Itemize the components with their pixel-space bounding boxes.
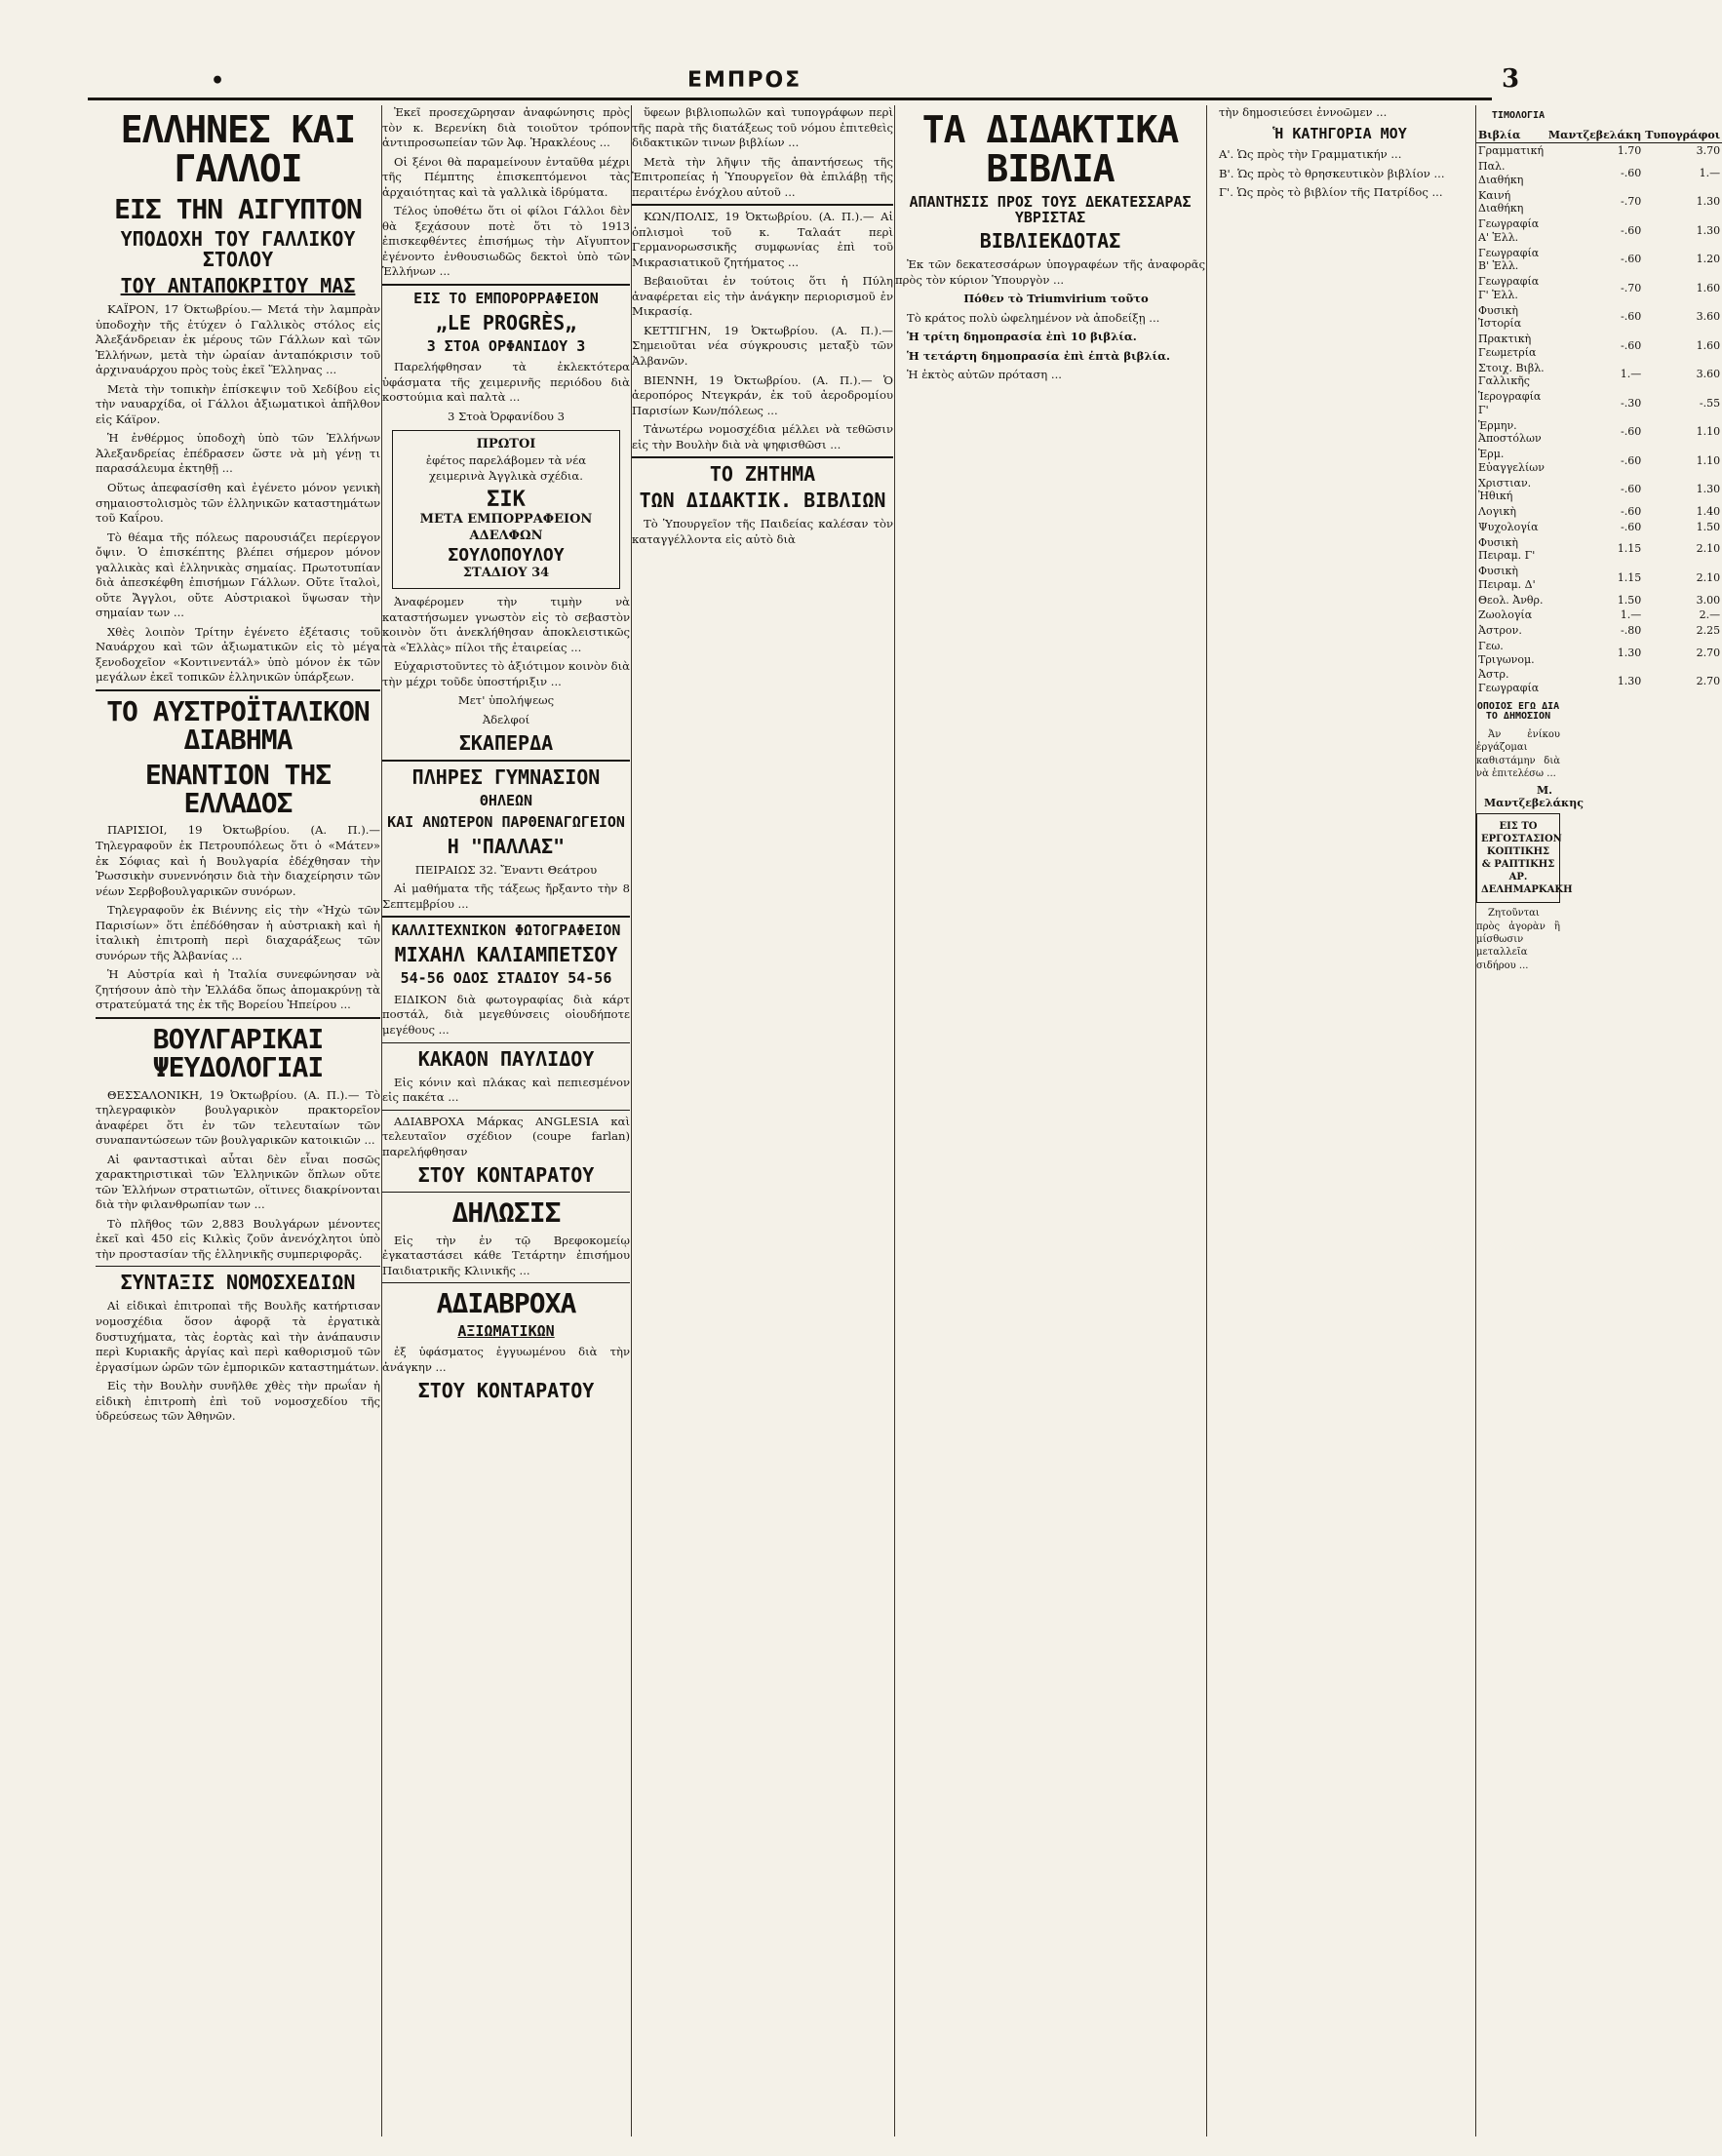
ad-address: 3 Στοὰ Ὀρφανίδου 3	[447, 409, 566, 423]
table-cell: 1.60	[1696, 338, 1721, 352]
table-cell: Ἀστρ. Γεωγραφία	[1478, 668, 1540, 694]
headline: ΣΥΝΤΑΞΙΣ ΝΟΜΟΣΧΕΔΙΩΝ	[120, 1271, 356, 1295]
subheadline: ΥΠΟΔΟΧΗ ΤΟΥ ΓΑΛΛΙΚΟΥ ΣΤΟΛΟΥ	[120, 227, 356, 272]
masthead	[0, 0, 1560, 94]
ad-brand: ΜΕΤΑ ΕΜΠΟΡΡΑΦΕΙΟΝ	[419, 512, 593, 528]
table-cell: 1.15	[1617, 542, 1642, 556]
newspaper-title: ΕΜΠΡΟΣ	[687, 68, 802, 93]
article-paragraph: Τὸ Ὑπουργεῖον τῆς Παιδείας καλέσαν τὸν καταγγέλλοντα εἰς αὐτὸ διὰ	[632, 517, 893, 546]
ad-text: ἐφέτος παρελάβομεν τὰ νέα χειμερινὰ Ἀγγλικὰ σχέδια.	[425, 453, 587, 483]
article-paragraph: ΚΑΪΡΟΝ, 17 Όκτωβρίου.— Μετά τὴν λαμπρὰν ὑποδοχὴν τῆς ἐτύχεν ὁ Γαλλικὸς στόλος εἰς Ἀλεξάνδρειαν ἐκ μέρους τῶν Γάλλων καὶ τῶν Ἑλλήνων, μετὰ τὴν ὡραίαν ἀνταπόκρισιν τοῦ ἀρχιναυάρχου πρὸς τοὺς ἐκεῖ Ἕλληνας ...	[96, 302, 380, 377]
table-cell: 1.30	[1617, 646, 1642, 659]
table-cell: 1.20	[1696, 253, 1721, 266]
table-cell: Φυσικὴ Πειραμ. Δ'	[1478, 565, 1536, 591]
table-row	[1476, 246, 1722, 275]
signature: Μ. Μαντζεβελάκης	[1484, 784, 1584, 810]
article-paragraph: ΒΙΕΝΝΗ, 19 Ὀκτωβρίου. (Α. Π.).— Ὁ ἀεροπόρος Ντεγκράν, ἐκ τοῦ ἀεροδρομίου Παρισίων Κων/πόλεως ...	[632, 372, 893, 417]
table-cell: -.30	[1621, 396, 1642, 410]
table-cell: -.60	[1621, 223, 1642, 237]
table-header-cell: Μαντζεβελάκη	[1546, 128, 1643, 143]
table-cell: 2.10	[1696, 542, 1721, 556]
ad-headline: ΔΗΛΩΣΙΣ	[451, 1196, 561, 1230]
table-cell: Γεωγραφία Β' Ἑλλ.	[1478, 246, 1540, 273]
article-paragraph: Ἡ Αὐστρία καὶ ἡ Ἰταλία συνεφώνησαν νὰ ζητήσουν ἀπὸ τὴν Ἑλλάδα ὅπως ἀπομακρύνῃ τὰ στρατεύματά της ἐκ τῆς Βορείου Ἠπείρου ...	[96, 967, 380, 1012]
headline: ΤΟ ΖΗΤΗΜΑ	[709, 462, 816, 487]
table-cell: -.55	[1699, 396, 1721, 410]
table-cell: 1.70	[1617, 144, 1642, 158]
table-row	[1476, 216, 1722, 246]
table-cell: 2.10	[1696, 570, 1721, 584]
headline: ΤΑ ΔΙΔΑΚΤΙΚΑ ΒΙΒΛΙΑ	[921, 108, 1179, 190]
table-cell: 1.—	[1699, 166, 1721, 179]
article-paragraph: Χθὲς λοιπὸν Τρίτην ἐγένετο ἐξέτασις τοῦ Ναυάρχου καὶ τῶν ἀξιωματικῶν εἰς τὸ μέγα ξενοδοχεῖον «Κοντινεντάλ» ὑπὸ μόνον ἐκ τῶν μεγάλων ἐκεῖ τοπικῶν ἑλληνικῶν ὑπάρξεων.	[96, 624, 380, 685]
table-cell: Πρακτικὴ Γεωμετρία	[1478, 333, 1537, 359]
column-5	[1207, 105, 1474, 2136]
table-row	[1476, 447, 1722, 476]
table-row	[1476, 593, 1722, 608]
article-paragraph: ΠΑΡΙΣΙΟΙ, 19 Ὀκτωβρίου. (Α. Π.).— Τηλεγραφοῦν ἐκ Πετρουπόλεως ὅτι ὁ «Μάτεν» ἐκ Σόφιας καὶ ἡ Βουλγαρία ἐδέχθησαν τὴν Ῥωσσικὴν συνεννόησιν διὰ τὴν διαχείρησιν τῶν νέων Σερβοβουλγαρικῶν συνόρων.	[96, 823, 380, 898]
article-paragraph: Αἱ φανταστικαὶ αὗται δὲν εἶναι ποσῶς χαρακτηριστικαὶ τῶν Ἑλληνικῶν ὅπλων οὔτε τῶν Ἑλλήνων στρατιωτῶν, οἵτινες διακρίνονται διὰ τὴν φιλανθρωπίαν των ...	[96, 1152, 380, 1212]
table-cell: 1.—	[1620, 368, 1642, 381]
advertisement-box	[392, 430, 620, 589]
ad-headline: ΑΞΙΩΜΑΤΙΚΩΝ	[457, 1321, 555, 1340]
article-paragraph: Β'. Ὡς πρὸς τὸ θρησκευτικὸν βιβλίον ...	[1219, 166, 1445, 180]
article-paragraph: Οὕτως ἀπεφασίσθη καὶ ἐγένετο μόνον γενικὴ σημαιοστολισμὸς τῶν ἑλληνικῶν καταστημάτων τοῦ Καΐρου.	[96, 481, 380, 526]
subheadline: ΑΠΑΝΤΗΣΙΣ ΠΡΟΣ ΤΟΥΣ ΔΕΚΑΤΕΣΣΑΡΑΣ ΥΒΡΙΣΤΑΣ	[909, 192, 1192, 226]
article-paragraph: ΘΕΣΣΑΛΟΝΙΚΗ, 19 Ὀκτωβρίου. (Α. Π.).— Τὸ τηλεγραφικὸν βουλγαρικὸν πρακτορεῖον ἀναφέρει ὅτι ἐν τῶν τελευταίων τῶν συναπαντώσεων τῶν βουλγαρικῶν κατοικιῶν ...	[96, 1087, 380, 1148]
section-heading: Πόθεν τὸ Triumvirium τοῦτο	[963, 292, 1149, 306]
headline: ΕΙΣ ΤΗΝ ΑΙΓΥΠΤΟΝ	[114, 192, 362, 225]
byline: ΤΟΥ ΑΝΤΑΠΟΚΡΙΤΟΥ ΜΑΣ	[120, 274, 356, 298]
section-rule	[382, 1282, 630, 1283]
table-row	[1476, 188, 1722, 217]
article-paragraph: Γ'. Ὡς πρὸς τὸ βιβλίον τῆς Πατρίδος ...	[1219, 185, 1443, 200]
column-4	[895, 105, 1205, 2136]
table-cell: -.60	[1621, 425, 1642, 439]
table-cell: Γεωγραφία Α' Ἑλλ.	[1478, 217, 1540, 244]
article-paragraph: Ἀν ἐνίκου ἐργάζομαι καθιστάμην διὰ νὰ ἐπιτελέσω ...	[1476, 728, 1560, 779]
article-paragraph: Μετὰ τὴν λῆψιν τῆς ἀπαντήσεως τῆς Ἐπιτροπείας ἡ Ὑπουργεῖον θὰ ἐπιλάβῃ τῆς περαιτέρω ἐνόχλου αὐτοῦ ...	[632, 154, 893, 199]
article-paragraph: Αἱ εἰδικαὶ ἐπιτροπαὶ τῆς Βουλῆς κατήρτισαν νομοσχέδια ὅσον ἀφορᾷ τὰ ἐργατικὰ δυστυχήματα, τὰς ἑορτὰς καὶ τὴν ἀνάπαυσιν περὶ Κυριακῆς ἀργίας καὶ περὶ καθορισμοῦ τῶν ἐργασίμων ὡρῶν τῶν ἐμπορικῶν καταστημάτων.	[96, 1299, 380, 1374]
article-paragraph: Ἐκ τῶν δεκατεσσάρων ὑπογραφέων τῆς ἀναφορᾶς πρὸς τὸν κύριον Ὑπουργὸν ...	[895, 257, 1205, 287]
table-cell: -.60	[1621, 505, 1642, 518]
table-row	[1476, 667, 1722, 696]
article-paragraph: ΚΕΤΤΙΓΗΝ, 19 Ὀκτωβρίου. (Α. Π.).— Σημειοῦται νέα σύγκρουσις μεταξὺ τῶν Ἀλβανῶν.	[632, 323, 893, 368]
ad-text: ΑΔΙΑΒΡΟΧΑ Μάρκας ANGLESIA καὶ τελευταῖον σχέδιον (coupe farlan) παρελήφθησαν	[382, 1114, 630, 1158]
headline: ΕΝΑΝΤΙΟΝ ΤΗΣ ΕΛΛΑΔΟΣ	[144, 758, 332, 820]
section-rule	[96, 1266, 380, 1267]
article-paragraph: Ἀναφέρομεν τὴν τιμὴν νὰ καταστήσωμεν γνωστὸν εἰς τὸ σεβαστὸν κοινὸν ὅτι ἀνεκλήθησαν ἀποκλειστικῶς τὰ «Ἑλλὰς» πίλοι τῆς ἐταιρείας ...	[382, 595, 630, 654]
article-paragraph: Ἡ ἐνθέρμος ὑποδοχὴ ὑπὸ τῶν Ἑλλήνων Ἀλεξανδρείας ἐπέδρασεν ὥστε νὰ μὴ γένῃ τι παρασάλευμα ἐκτηθῇ ...	[96, 431, 380, 476]
ad-address: ΣΤΑΔΙΟΥ 34	[462, 566, 550, 581]
table-cell: -.60	[1621, 253, 1642, 266]
table-row	[1476, 274, 1722, 303]
ad-text: Ζητοῦνται πρὸς ἀγορὰν ἢ μίσθωσιν μεταλλεῖα σιδήρου ...	[1476, 908, 1560, 971]
article-paragraph: Τέλος ὑποθέτω ὅτι οἱ φίλοι Γάλλοι δὲν θὰ ξεχάσουν ποτὲ ὅτι τὸ 1913 ἐπισκεφθέντες ἐπισήμως τὴν Αἴγυπτον ἐγένοντο ἐνθουσιωδῶς δεκτοὶ ὑπὸ τῶν Ἑλλήνων ...	[382, 204, 630, 279]
article-paragraph: Τὸ θέαμα τῆς πόλεως παρουσιάζει περίεργον ὄψιν. Ὁ ἐπισκέπτης βλέπει σήμερον μόνον γαλλικὰς καὶ ἑλληνικὰς σημαίας. Πρωτοτυπίαν διὰ ἀπεσκέφθη ἐπισήμων Γάλλων. Οὔτε ἴταλοὶ, οὔτε Ἄγγλοι, οὔτε Αὐστριακοὶ ὕψωσαν τὴν σημαίαν των ...	[96, 529, 380, 620]
article-paragraph: Α'. Ὡς πρὸς τὴν Γραμματικήν ...	[1219, 147, 1402, 162]
headline: ΕΛΛΗΝΕΣ ΚΑΙ ΓΑΛΛΟΙ	[120, 108, 356, 190]
table-row	[1476, 159, 1722, 188]
table-title: ΤΙΜΟΛΟΓΙΑ	[1491, 110, 1546, 121]
section-rule	[382, 1042, 630, 1043]
table-row	[1476, 608, 1722, 623]
table-cell: Ψυχολογία	[1478, 520, 1539, 533]
article-paragraph: Τηλεγραφοῦν ἐκ Βιέννης εἰς τὴν «Ἠχὼ τῶν Παρισίων» ὅτι ἐπέδόθησαν ἡ αὐστριακὴ καὶ ἡ ἰταλικὴ ἐπιτροπὴ περὶ διαχαράξεως τῶν συνόρων τῆς Ἀλβανίας ...	[96, 903, 380, 962]
table-cell: 1.40	[1696, 505, 1721, 518]
signature-label: Ἀδελφοί	[482, 712, 530, 726]
table-cell: 2.25	[1696, 624, 1721, 637]
table-cell: 3.60	[1696, 310, 1721, 324]
ad-headline: ΠΛΗΡΕΣ ΓΥΜΝΑΣΙΟΝ	[411, 765, 601, 790]
table-cell: -.60	[1621, 520, 1642, 533]
table-row	[1476, 418, 1722, 448]
table-row	[1476, 303, 1722, 333]
table-row	[1476, 504, 1722, 520]
article-paragraph: Τὸ πλῆθος τῶν 2,883 Βουλγάρων μένοντες ἐκεῖ καὶ 450 εἰς Κιλκὶς ζοῦν ἀνενόχλητοι ὑπὸ τὴν προστασίαν τῆς ἑλληνικῆς συμπεριφορᾶς.	[96, 1216, 380, 1261]
table-cell: Γεωγραφία Γ' Ἑλλ.	[1478, 275, 1540, 301]
table-cell: Χριστιαν. Ἠθική	[1478, 476, 1532, 503]
table-row	[1476, 361, 1722, 390]
ad-text: ΕΙΔΙΚΟΝ διὰ φωτογραφίας διὰ κάρτ ποστάλ, διὰ μεγεθύνσεις οἱουδήποτε μεγέθους ...	[382, 992, 630, 1037]
ad-headline: ΣΤΟΥ ΚΟΝΤΑΡΑΤΟΥ	[417, 1163, 595, 1188]
table-row	[1476, 332, 1722, 361]
ad-brand: ΣΙΚ	[487, 488, 526, 513]
table-cell: 2.—	[1699, 608, 1721, 622]
table-cell: 1.50	[1696, 520, 1721, 533]
signature: ΣΚΑΠΕΡΔΑ	[458, 731, 554, 756]
table-row	[1476, 564, 1722, 593]
table-cell: -.60	[1621, 483, 1642, 496]
table-cell: -.60	[1621, 310, 1642, 324]
section-rule	[382, 916, 630, 918]
table-cell: Θεολ. Ἀνθρ.	[1478, 593, 1544, 607]
article-paragraph: ὕφεων βιβλιοπωλῶν καὶ τυπογράφων περὶ τῆς παρὰ τῆς διατάξεως τοῦ νόμου ἐπιτεθεὶς διδακτικῶν τινων βιβλίων ...	[632, 105, 893, 150]
article-paragraph: Τὸ κράτος πολὺ ὠφελημένον νὰ ἀποδείξῃ ...	[907, 310, 1160, 325]
section-heading: ΟΠΟΙΟΣ ΕΓΩ ΔΙΑ ΤΟ ΔΗΜΟΣΙΟΝ	[1476, 700, 1560, 723]
article-paragraph: Βεβαιοῦται ἐν τούτοις ὅτι ἡ Πύλη ἀναφέρεται εἰς τὴν ἀνάγκην περιορισμοῦ ἐν Μικρασίᾳ.	[632, 274, 893, 319]
ad-brand: ΣΟΥΛΟΠΟΥΛΟΥ	[448, 545, 565, 567]
column-6	[1476, 105, 1721, 2136]
article-paragraph: Ἡ ἐκτὸς αὐτῶν πρόταση ...	[907, 368, 1062, 382]
table-cell: Παλ. Διαθήκη	[1478, 160, 1524, 186]
article-paragraph: τὴν δημοσιεύσει ἐννοῶμεν ...	[1219, 105, 1388, 119]
table-header-row	[1476, 128, 1722, 143]
table-cell: -.60	[1621, 338, 1642, 352]
signature-label: Μετ' ὑπολήψεως	[457, 693, 555, 708]
ad-headline: Η "ΠΑΛΛΑΣ"	[447, 834, 566, 858]
section-heading: Ἡ τρίτη δημοπρασία ἐπὶ 10 βιβλία.	[907, 330, 1137, 344]
table-row	[1476, 639, 1722, 668]
masthead-mark: •	[211, 68, 225, 94]
table-cell: Ἑρμ. Εὐαγγελίων	[1478, 448, 1545, 474]
ad-headline: ΚΟΠΤΙΚΗΣ & ΡΑΠΤΙΚΗΣ	[1481, 846, 1555, 871]
column-2	[382, 105, 630, 2136]
table-cell: Ἀστρον.	[1478, 624, 1522, 637]
section-heading: Ἡ ΚΑΤΗΓΟΡΙΑ ΜΟΥ	[1274, 124, 1407, 142]
section-rule	[382, 1192, 630, 1193]
ad-address: 54-56 ΟΔΟΣ ΣΤΑΔΙΟΥ 54-56	[400, 969, 612, 988]
ad-headline: ΚΑΙ ΑΝΩΤΕΡΟΝ ΠΑΡΘΕΝΑΓΩΓΕΙΟΝ	[387, 813, 625, 832]
table-row	[1476, 143, 1722, 159]
table-cell: Γεω. Τριγωνομ.	[1478, 639, 1535, 666]
section-rule	[382, 760, 630, 762]
table-cell: 1.30	[1696, 483, 1721, 496]
table-cell: Καινή Διαθήκη	[1478, 188, 1524, 216]
ad-address: ΠΕΙΡΑΙΩΣ 32. Ἔναντι Θεάτρου	[414, 862, 598, 877]
table-cell: 3.70	[1696, 144, 1721, 158]
table-cell: Ζωολογία	[1478, 608, 1533, 622]
ad-headline: ΚΑΚΑΟΝ ΠΑΥΛΙΔΟΥ	[417, 1046, 595, 1071]
table-header-cell: Βιβλία	[1476, 128, 1546, 143]
table-cell: 1.10	[1696, 453, 1721, 467]
table-cell: 1.—	[1620, 608, 1642, 622]
headline: ΒΟΥΛΓΑΡΙΚΑΙ ΨΕΥΔΟΛΟΓΙΑΙ	[152, 1022, 324, 1084]
table-cell: Στοιχ. Βιβλ. Γαλλικῆς	[1478, 361, 1545, 388]
ad-headline: ΑΡ. ΔΕΛΗΜΑΡΚΑΚΗ	[1481, 872, 1573, 896]
table-cell: 2.70	[1696, 675, 1721, 688]
table-cell: -.80	[1621, 624, 1642, 637]
ad-headline: ΣΤΟΥ ΚΟΝΤΑΡΑΤΟΥ	[417, 1379, 595, 1403]
article-paragraph: Εὐχαριστοῦντες τὸ ἀξιότιμον κοινὸν διὰ τὴν μέχρι τοῦδε ὑποστήριξιν ...	[382, 659, 630, 688]
table-cell: Ἑρμην. Ἀποστόλων	[1478, 418, 1542, 446]
subheadline: ΒΙΒΛΙΕΚΔΟΤΑΣ	[979, 229, 1121, 254]
column-1	[96, 105, 380, 2136]
masthead-rule	[88, 98, 1492, 100]
table-cell: 1.15	[1617, 570, 1642, 584]
table-row	[1476, 535, 1722, 565]
ad-headline: ΕΙΣ ΤΟ ΕΜΠΟΡΟΡΡΑΦΕΙΟΝ	[413, 289, 599, 307]
table-row	[1476, 520, 1722, 535]
table-cell: Φυσικὴ Ἰστορία	[1478, 303, 1522, 331]
ad-headline: „LE PROGRÈS„	[435, 310, 577, 334]
ad-title: ΠΡΩΤΟΙ	[476, 437, 536, 452]
article-paragraph: Μετὰ τὴν τοπικὴν ἐπίσκεψιν τοῦ Χεδίβου εἰς τὴν ναυαρχίδα, οἱ Γάλλοι ἀξιωματικοὶ ἀπῆλθον εἰς Κάϊρον.	[96, 381, 380, 426]
article-paragraph: Τἀνωτέρω νομοσχέδια μέλλει νὰ τεθῶσιν εἰς τὴν Βουλὴν διὰ νὰ ψηφισθῶσι ...	[632, 422, 893, 451]
section-rule	[96, 689, 380, 691]
ad-address: 3 ΣΤΟΑ ΟΡΦΑΝΙΔΟΥ 3	[426, 336, 586, 355]
table-cell: 2.70	[1696, 646, 1721, 659]
table-cell: 1.30	[1696, 223, 1721, 237]
ad-text: Αἱ μαθήματα τῆς τάξεως ἤρξαντο τὴν 8 Σεπτεμβρίου ...	[382, 882, 630, 911]
section-rule	[632, 456, 893, 458]
table-cell: 1.30	[1696, 195, 1721, 209]
section-rule	[382, 1110, 630, 1111]
table-cell: 1.30	[1617, 675, 1642, 688]
table-cell: 1.10	[1696, 425, 1721, 439]
ad-headline: ΜΙΧΑΗΛ ΚΑΛΙΑΜΠΕΤΣΟΥ	[394, 943, 618, 967]
price-table	[1476, 128, 1722, 696]
table-row	[1476, 389, 1722, 418]
ad-headline: ΕΙΣ ΤΟ ΕΡΓΟΣΤΑΣΙΟΝ	[1481, 821, 1562, 845]
column-3	[632, 105, 893, 2136]
table-cell: 3.00	[1696, 593, 1721, 607]
headline: ΤΟ ΑΥΣΤΡΟΪΤΑΛΙΚΟΝ ΔΙΑΒΗΜΑ	[106, 694, 370, 757]
table-cell: Φυσικὴ Πειραμ. Γ'	[1478, 535, 1536, 563]
table-cell: -.70	[1621, 281, 1642, 294]
table-row	[1476, 476, 1722, 505]
table-cell: 1.60	[1696, 281, 1721, 294]
page-number: 3	[1502, 64, 1520, 94]
advertisement-box	[1476, 813, 1573, 903]
table-cell: Λογικὴ	[1478, 505, 1516, 518]
article-paragraph: Οἱ ξένοι θὰ παραμείνουν ἐνταῦθα μέχρι τῆς Πέμπτης ἐπισκεπτόμενοι τὰς ἀρχαιότητας καὶ τὰ γαλλικὰ ἱδρύματα.	[382, 154, 630, 199]
table-cell: 1.50	[1617, 593, 1642, 607]
ad-headline: ΑΔΙΑΒΡΟΧΑ	[436, 1287, 576, 1320]
ad-text: ἐξ ὑφάσματος ἐγγυωμένου διὰ τὴν ἀνάγκην ...	[382, 1345, 630, 1374]
table-cell: 3.60	[1696, 368, 1721, 381]
ad-headline: ΚΑΛΛΙΤΕΧΝΙΚΟΝ ΦΩΤΟΓΡΑΦΕΙΟΝ	[391, 921, 621, 940]
ad-brand: ΑΔΕΛΦΩΝ	[469, 529, 543, 544]
section-rule	[96, 1017, 380, 1019]
section-rule	[632, 204, 893, 206]
ad-text: Παρελήφθησαν τὰ ἐκλεκτότερα ὑφάσματα τῆς χειμερινῆς περιόδου διὰ κοστούμια καὶ παλτὰ ...	[382, 360, 630, 405]
article-paragraph: Ἐκεῖ προσεχῶρησαν ἀναφώνησις πρὸς τὸν κ. Βερενίκη διὰ τοιοῦτον τρόπον ἀντιπροσωπείαν τῶν Ἀφ. Ἡρακλέους ...	[382, 105, 630, 150]
article-paragraph: ΚΩΝ/ΠΟΛΙΣ, 19 Ὀκτωβρίου. (Α. Π.).— Αἱ ὁπλισμοὶ τοῦ κ. Ταλαάτ περὶ Γερμανορωσσικῆς συμφωνίας ἐπὶ τοῦ Μικρασιατικοῦ ζητήματος ...	[632, 210, 893, 269]
article-paragraph: Εἰς τὴν Βουλὴν συνῆλθε χθὲς τὴν πρωΐαν ἡ εἰδικὴ ἐπιτροπὴ ἐπὶ τοῦ νομοσχεδίου τῆς ὑδρεύσεως τῶν Ἀθηνῶν.	[96, 1379, 380, 1424]
section-heading: Ἡ τετάρτη δημοπρασία ἐπὶ ἑπτὰ βιβλία.	[907, 348, 1171, 363]
table-cell: -.60	[1621, 166, 1642, 179]
table-cell: -.70	[1621, 195, 1642, 209]
table-cell: -.60	[1621, 453, 1642, 467]
section-rule	[382, 284, 630, 286]
table-header-cell: Τυπογράφοι	[1643, 128, 1722, 143]
table-cell: Γραμματική	[1478, 144, 1545, 158]
table-row	[1476, 623, 1722, 639]
headline: ΤΩΝ ΔΙΔΑΚΤΙΚ. ΒΙΒΛΙΩΝ	[639, 489, 886, 513]
ad-text: Εἰς τὴν ἐν τῷ Βρεφοκομείῳ ἐγκαταστάσει κάθε Τετάρτην ἐπισήμου Παιδιατρικῆς Κλινικῆς ...	[382, 1233, 630, 1277]
table-cell: Ἱερογραφία Γ'	[1478, 390, 1542, 416]
ad-headline: ΘΗΛΕΩΝ	[479, 792, 533, 810]
ad-text: Εἰς κόνιν καὶ πλάκας καὶ πεπιεσμένον εἰς πακέτα ...	[382, 1075, 630, 1105]
